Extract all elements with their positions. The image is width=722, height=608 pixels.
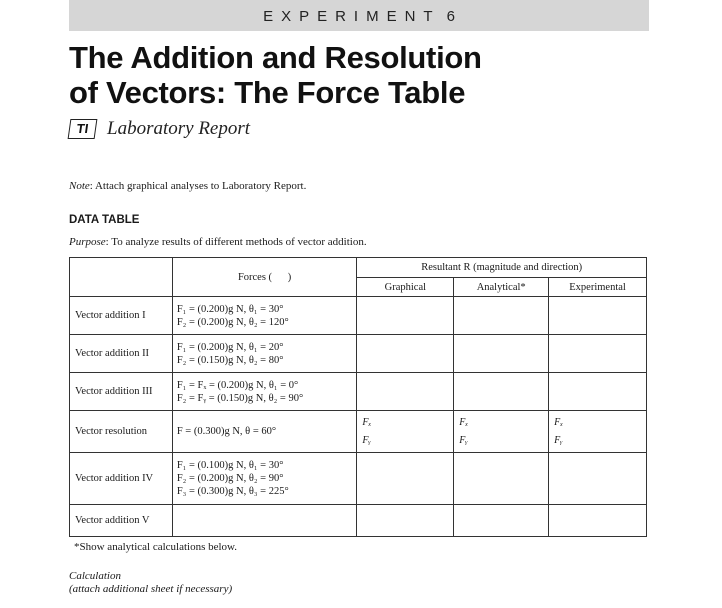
resultant-header: Resultant R (magnitude and direction) bbox=[357, 258, 647, 278]
purpose-text: : To analyze results of different methods of vector addition. bbox=[105, 236, 367, 248]
experimental-cell[interactable] bbox=[549, 453, 647, 505]
forces-cell bbox=[172, 297, 357, 335]
row-label: Vector addition I bbox=[70, 297, 173, 335]
graphical-cell[interactable] bbox=[357, 335, 454, 373]
report-subtitle bbox=[69, 117, 250, 141]
table-row bbox=[70, 453, 647, 505]
forces-cell bbox=[172, 453, 357, 505]
col-graphical: Graphical bbox=[357, 278, 454, 297]
force-line: F₃ = (0.300)g N, θ₃ = 225° bbox=[176, 486, 289, 497]
analytical-cell[interactable] bbox=[454, 453, 549, 505]
force-line: F₁ = Fₓ = (0.200)g N, θ₁ = 0° bbox=[176, 379, 299, 391]
row-label: Vector resolution bbox=[70, 411, 173, 453]
page-title bbox=[69, 40, 689, 110]
force-line: F₁ = (0.200)g N, θ₁ = 20° bbox=[176, 341, 284, 353]
forces-header: Forces ( ) bbox=[172, 258, 357, 297]
forces-cell bbox=[172, 335, 357, 373]
row-label: Vector addition II bbox=[70, 335, 173, 373]
analytical-cell[interactable] bbox=[454, 335, 549, 373]
fy-label: Fᵧ bbox=[362, 435, 371, 446]
forces-cell bbox=[172, 373, 357, 411]
row-label: Vector addition III bbox=[70, 373, 173, 411]
corner-cell bbox=[70, 258, 173, 297]
table-row bbox=[70, 335, 647, 373]
calculation-note: (attach additional sheet if necessary) bbox=[69, 583, 233, 595]
graphical-components-cell[interactable] bbox=[357, 411, 454, 453]
col-analytical: Analytical* bbox=[454, 278, 549, 297]
fx-label: Fₓ bbox=[362, 417, 372, 428]
data-table-heading: DATA TABLE bbox=[69, 214, 140, 226]
graphical-cell[interactable] bbox=[357, 297, 454, 335]
fx-label: Fₓ bbox=[459, 417, 469, 428]
ti-icon: TI bbox=[68, 119, 98, 139]
title-line-1: The Addition and Resolution bbox=[69, 40, 482, 75]
note-text: : Attach graphical analyses to Laboratory Report. bbox=[89, 180, 307, 192]
row-label: Vector addition IV bbox=[70, 453, 173, 505]
experiment-label: EXPERIMENT bbox=[263, 8, 441, 25]
experimental-cell[interactable] bbox=[549, 505, 647, 537]
experimental-cell[interactable] bbox=[549, 373, 647, 411]
force-line: F = (0.300)g N, θ = 60° bbox=[176, 426, 277, 437]
experimental-cell[interactable] bbox=[549, 297, 647, 335]
graphical-cell[interactable] bbox=[357, 505, 454, 537]
calculation-title: Calculation bbox=[69, 570, 121, 582]
force-line: F₁ = (0.100)g N, θ₁ = 30° bbox=[176, 460, 284, 471]
graphical-cell[interactable] bbox=[357, 453, 454, 505]
fy-label: Fᵧ bbox=[554, 435, 563, 446]
footnote: *Show analytical calculations below. bbox=[74, 541, 238, 553]
table-row bbox=[70, 297, 647, 335]
note-label: Note bbox=[69, 180, 90, 192]
note bbox=[69, 180, 306, 192]
col-experimental: Experimental bbox=[549, 278, 647, 297]
analytical-cell[interactable] bbox=[454, 297, 549, 335]
fx-label: Fₓ bbox=[554, 417, 564, 428]
experiment-number: 6 bbox=[446, 8, 455, 25]
row-label: Vector addition V bbox=[70, 505, 173, 537]
experiment-banner bbox=[69, 0, 649, 31]
analytical-cell[interactable] bbox=[454, 505, 549, 537]
force-line: F₂ = (0.200)g N, θ₂ = 90° bbox=[176, 473, 284, 484]
table-row bbox=[70, 411, 647, 453]
title-line-2: of Vectors: The Force Table bbox=[69, 75, 466, 110]
fy-label: Fᵧ bbox=[459, 435, 468, 446]
force-line: F₁ = (0.200)g N, θ₁ = 30° bbox=[176, 303, 284, 315]
graphical-cell[interactable] bbox=[357, 373, 454, 411]
table-row bbox=[70, 373, 647, 411]
calculation-section bbox=[69, 570, 232, 596]
force-line: F₂ = (0.150)g N, θ₂ = 80° bbox=[176, 354, 284, 366]
force-line: F₂ = Fᵧ = (0.150)g N, θ₂ = 90° bbox=[176, 392, 304, 404]
forces-cell bbox=[172, 411, 357, 453]
analytical-cell[interactable] bbox=[454, 373, 549, 411]
experimental-components-cell[interactable] bbox=[549, 411, 647, 453]
experimental-cell[interactable] bbox=[549, 335, 647, 373]
purpose-label: Purpose bbox=[69, 236, 106, 248]
forces-cell[interactable] bbox=[172, 505, 357, 537]
purpose bbox=[69, 236, 367, 248]
data-table bbox=[69, 257, 647, 537]
force-line: F₂ = (0.200)g N, θ₂ = 120° bbox=[176, 316, 289, 328]
analytical-components-cell[interactable] bbox=[454, 411, 549, 453]
report-label: Laboratory Report bbox=[107, 118, 251, 139]
table-row bbox=[70, 505, 647, 537]
